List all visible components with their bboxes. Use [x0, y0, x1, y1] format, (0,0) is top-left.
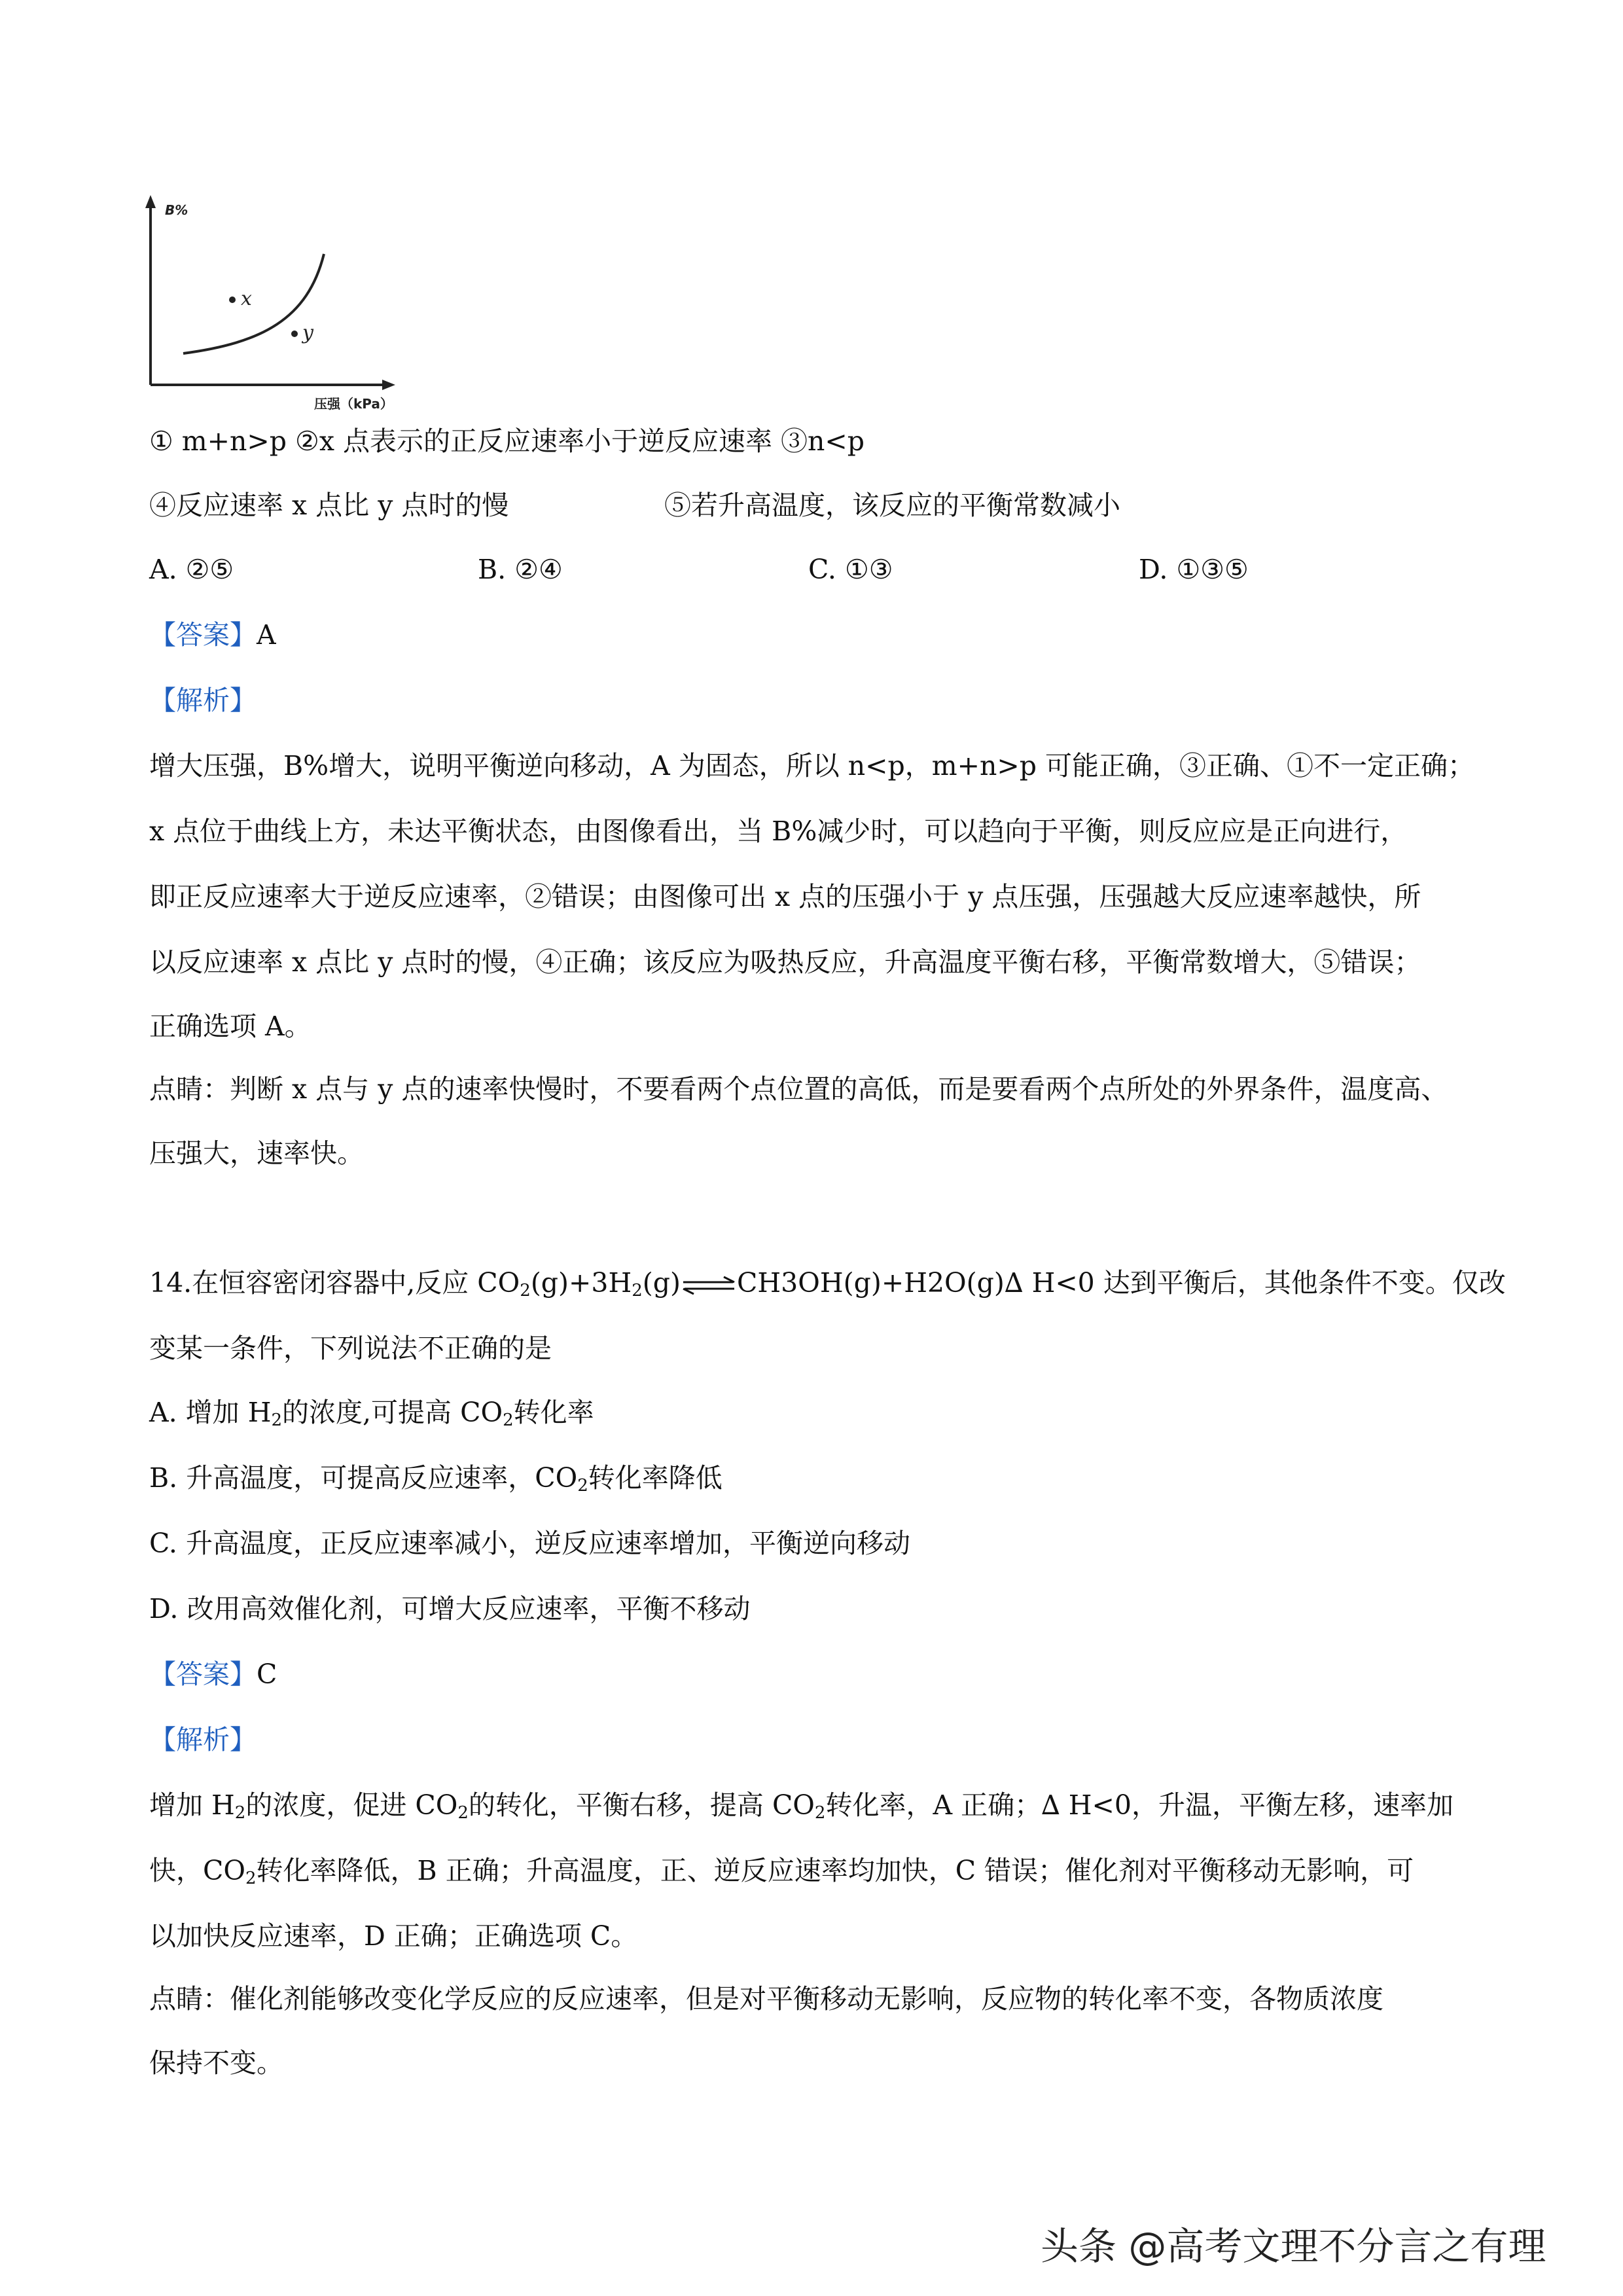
- q14-stem-line2: 变某一条件，下列说法不正确的是: [149, 1333, 552, 1364]
- analysis-tag: 【解析】: [149, 685, 257, 716]
- x-axis-label: 压强（kPa）: [314, 396, 393, 411]
- q13-tip-line: 压强大，速率快。: [149, 1138, 364, 1169]
- q14-analysis-line: 快，$CO_2$转化率降低，B 正确；升高温度，正、逆反应速率均加快，C 错误；催化剂对平衡移动无影响，可: [149, 1855, 1414, 1888]
- x-axis-arrow: [382, 380, 395, 390]
- q13-analysis-line: x 点位于曲线上方，未达平衡状态，由图像看出，当 B%减少时，可以趋向于平衡，则反应应是正向进行，: [149, 816, 1408, 847]
- answer-value: C: [257, 1659, 277, 1690]
- q13-statements-row1: ① m+n>p ②x 点表示的正反应速率小于逆反应速率 ③n<p: [149, 425, 865, 457]
- q13-statement-4: ④反应速率 x 点比 y 点时的慢: [149, 490, 509, 521]
- q13-answer: [149, 615, 276, 655]
- q13-option-b: B. ②④: [478, 554, 563, 585]
- q13-analysis-tag: [149, 681, 257, 720]
- q14-analysis-line: 以加快反应速率，D 正确；正确选项 C。: [149, 1920, 638, 1952]
- q14-stem-line1: 14.在恒容密闭容器中,反应 $CO_2(g)+3H_2(g)$ CH3OH(g)+H2O(g)∆ H<0 达到平衡后，其他条件不变。仅改: [149, 1267, 1506, 1300]
- equilibrium-arrows-icon: [682, 1276, 736, 1295]
- q14-analysis-tag: [149, 1720, 257, 1759]
- q13-option-a: A. ②⑤: [149, 554, 234, 585]
- q13-analysis-line: 增大压强，B%增大，说明平衡逆向移动，A 为固态，所以 n<p，m+n>p 可能正确，③正确、①不一定正确；: [149, 750, 1475, 781]
- q13-analysis-line: 以反应速率 x 点比 y 点时的慢，④正确；该反应为吸热反应，升高温度平衡右移，平衡常数增大，⑤错误；: [149, 946, 1421, 978]
- q14-tip-line: 保持不变。: [149, 2047, 283, 2079]
- answer-tag: 【答案】: [149, 1659, 257, 1690]
- point-y-label: y: [302, 321, 313, 344]
- q14-option-c: C. 升高温度，正反应速率减小，逆反应速率增加，平衡逆向移动: [149, 1528, 910, 1559]
- watermark: 头条 @高考文理不分言之有理: [1041, 2224, 1546, 2269]
- q13-option-d: D. ①③⑤: [1139, 554, 1249, 585]
- point-x: [229, 296, 236, 303]
- analysis-tag: 【解析】: [149, 1724, 257, 1755]
- q13-statement-5: ⑤若升高温度，该反应的平衡常数减小: [664, 490, 1120, 521]
- answer-value: A: [257, 619, 276, 651]
- q13-analysis-line: 即正反应速率大于逆反应速率，②错误；由图像可出 x 点的压强小于 y 点压强，压强越大反应速率越快，所: [149, 881, 1421, 912]
- q14-option-b: B. 升高温度，可提高反应速率，$CO_2$转化率降低: [149, 1462, 722, 1496]
- q13-option-c: C. ①③: [808, 554, 893, 585]
- q14-option-a: A. 增加 $H_2$的浓度,可提高 $CO_2$转化率: [149, 1397, 594, 1430]
- q14-analysis-line: 增加 $H_2$的浓度，促进 $CO_2$的转化，平衡右移，提高 $CO_2$转化率，A 正确；∆ H<0，升温，平衡左移，速率加: [149, 1789, 1454, 1823]
- q14-option-d: D. 改用高效催化剂，可增大反应速率，平衡不移动: [149, 1593, 751, 1624]
- y-axis-arrow: [145, 195, 156, 208]
- q13-tip-line: 点睛：判断 x 点与 y 点的速率快慢时，不要看两个点位置的高低，而是要看两个点所处的外界条件，温度高、: [149, 1073, 1448, 1105]
- q14-tip-line: 点睛：催化剂能够改变化学反应的反应速率，但是对平衡移动无影响，反应物的转化率不变，各物质浓度: [149, 1983, 1383, 2015]
- answer-tag: 【答案】: [149, 619, 257, 651]
- y-axis-label: B%: [165, 202, 188, 218]
- pressure-graph: [131, 188, 432, 411]
- point-x-label: x: [241, 287, 252, 310]
- point-y: [291, 331, 298, 337]
- q13-analysis-line: 正确选项 A。: [149, 1011, 312, 1042]
- q14-answer: [149, 1655, 277, 1694]
